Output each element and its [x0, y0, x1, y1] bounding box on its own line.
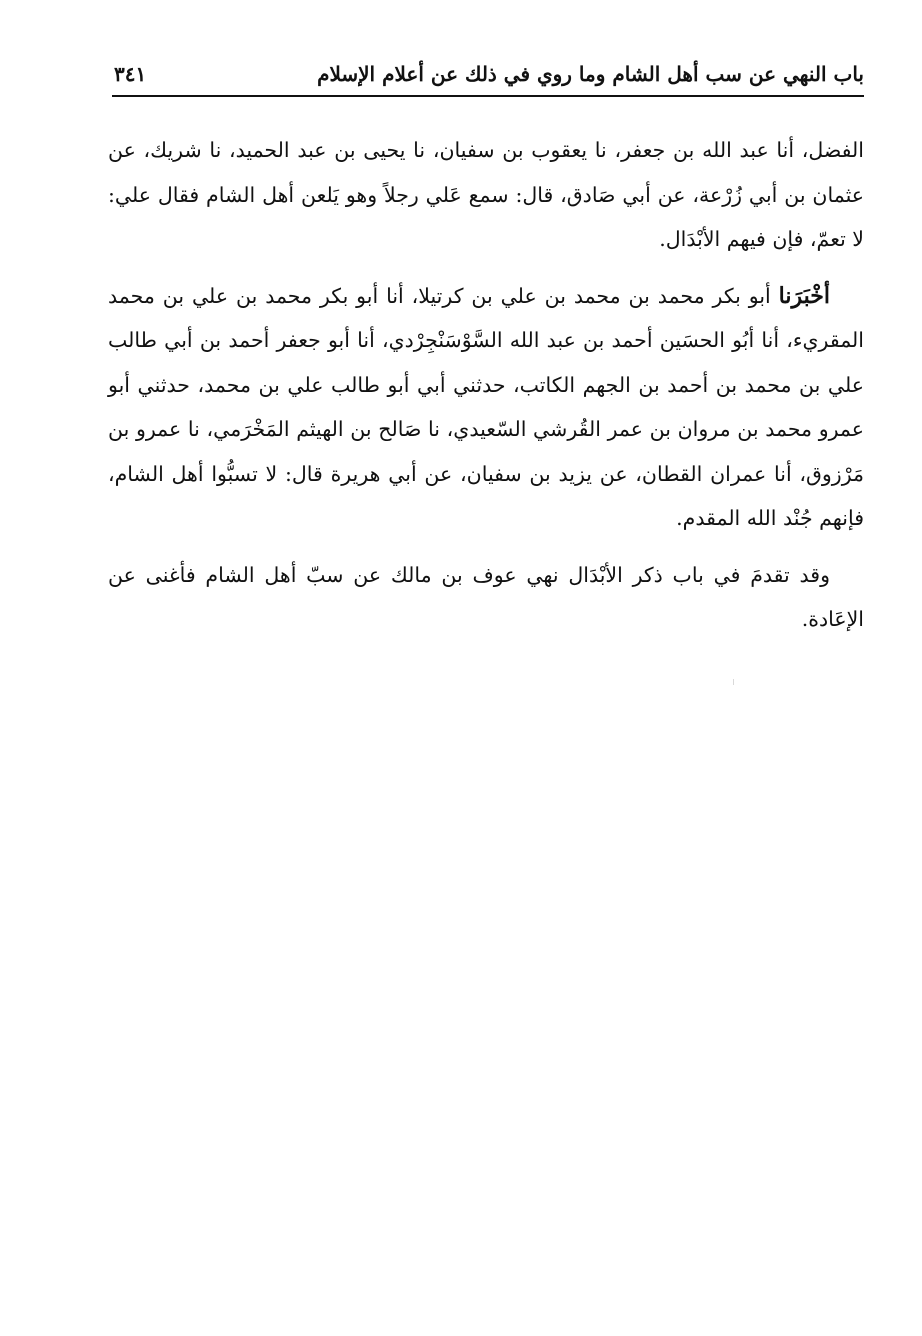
page-number: ٣٤١ — [114, 62, 147, 86]
paragraph-2-lead-word: أخْبَرَنا — [778, 282, 830, 309]
paragraph-3 — [108, 553, 864, 642]
scan-mark — [733, 679, 734, 685]
paragraph-2 — [108, 274, 864, 541]
body-text — [108, 128, 864, 642]
paragraph-1 — [108, 128, 864, 262]
paragraph-3-text: وقد تقدمَ في باب ذكر الأبْدَال نهي عوف بن مالك عن سبّ أهل الشام فأغنى عن الإعَادة. — [108, 562, 864, 631]
paragraph-1-text: الفضل، أنا عبد الله بن جعفر، نا يعقوب بن سفيان، نا يحيى بن عبد الحميد، نا شريك، عن عثمان بن أبي زُرْعة، عن أبي صَادق، قال: سمع عَلي رجلاً وهو يَلعن أهل الشام فقال علي: لا تعمّ، فإن فيهم الأبْدَال. — [108, 138, 864, 251]
header-rule — [112, 95, 864, 97]
header-title: باب النهي عن سب أهل الشام وما روي في ذلك عن أعلام الإسلام — [317, 62, 864, 86]
paragraph-2-text: أبو بكر محمد بن محمد بن علي بن كرتيلا، أنا أبو بكر محمد بن علي بن محمد المقريء، أنا أبُو الحسَين أحمد بن عبد الله السَّوْسَنْجِرْدي، أنا أبو جعفر أحمد بن أبي طالب علي بن محمد بن أحمد بن الجهم الكاتب، حدثني أبي أبو طالب علي بن محمد، حدثني أبو عمرو محمد بن مروان بن عمر القُرشي السّعيدي، نا صَالح بن الهيثم المَخْرَمي، نا عمرو بن مَرْزوق، أنا عمران القطان، عن يزيد بن سفيان، عن أبي هريرة قال: لا تسبُّوا أهل الشام، فإنهم جُنْد الله المقدم. — [108, 283, 864, 530]
running-header — [112, 58, 864, 94]
